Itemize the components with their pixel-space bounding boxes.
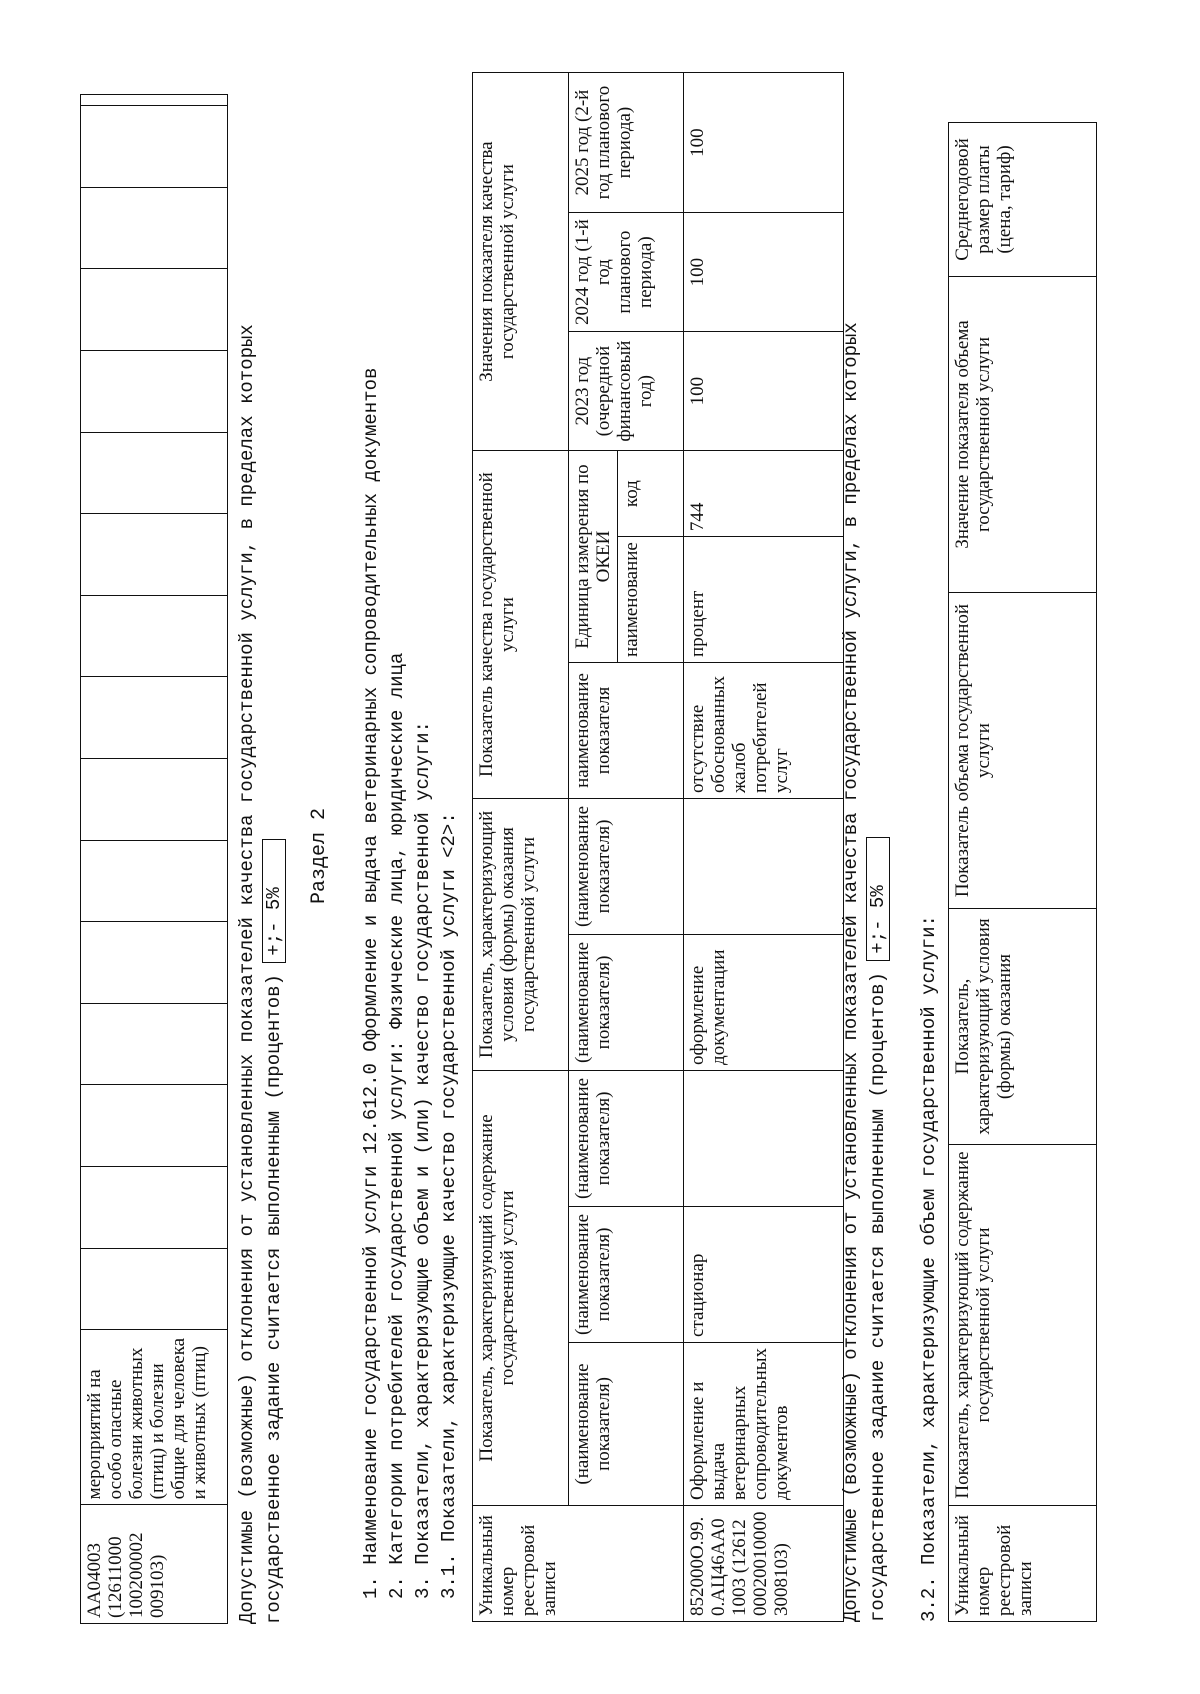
empty-cell — [81, 187, 228, 269]
row-code: 852000О.99.0.АЦ46АА01003 (12612000200100003008103) — [684, 1506, 844, 1622]
row-value-2025: 100 — [684, 73, 844, 213]
row-content-3 — [684, 1070, 844, 1206]
item-3: 3. Показатели, характеризующие объем и (или) качество государственной услуги: — [412, 721, 434, 1599]
row-cond-2 — [684, 798, 844, 934]
quality-table — [472, 72, 844, 1622]
empty-cell — [81, 1167, 228, 1249]
deviation-line-2 — [866, 837, 890, 1622]
deviation-text: государственное задание считается выполненным (процентов) — [263, 974, 286, 1624]
sub-content-3: (наименование показателя) — [569, 1070, 684, 1206]
top-code-line: АА04003 — [84, 1543, 105, 1618]
empty-cell — [81, 1248, 228, 1330]
top-code-line: 009103) — [147, 1554, 168, 1618]
empty-cell — [81, 351, 228, 433]
empty-cell — [81, 677, 228, 759]
table-row — [684, 73, 844, 1622]
row-okei: 744 — [684, 451, 844, 537]
sub-code: код — [618, 451, 684, 537]
deviation-line-2 — [262, 839, 286, 1624]
deviation-value-box: +;- 5% — [262, 839, 286, 963]
table-row — [473, 73, 569, 1622]
table-row — [569, 73, 618, 1622]
empty-cell — [81, 514, 228, 596]
empty-cell — [81, 922, 228, 1004]
table-row — [81, 95, 228, 1624]
row-content-1: Оформление и выдача ветеринарных сопроводительных документов — [684, 1342, 844, 1505]
header-2023: 2023 год (очередной финансовый год) — [569, 332, 684, 451]
vol-header-unique: Уникальный номер реестровой записи — [949, 1506, 1097, 1622]
header-quality: Показатель качества государственной услуги — [473, 451, 569, 799]
empty-cell — [81, 432, 228, 514]
sub-content-1: (наименование показателя) — [569, 1342, 684, 1505]
item-1: 1. Наименование государственной услуги 12.612.0 Оформление и выдача ветеринарных сопроводительных документов — [360, 367, 382, 1599]
volume-table — [948, 122, 1097, 1622]
table-row — [949, 123, 1097, 1622]
empty-cell — [81, 759, 228, 841]
empty-cell — [81, 595, 228, 677]
row-cond-1: оформление документации — [684, 934, 844, 1070]
sub-okei: Единица измерения по ОКЕИ — [569, 451, 618, 663]
vol-header-price: Среднегодовой размер платы (цена, тариф) — [949, 123, 1097, 277]
row-content-2: стационар — [684, 1206, 844, 1342]
vol-header-value: Значение показателя объема государственной услуги — [949, 277, 1097, 593]
section-title: Раздел 2 — [308, 807, 331, 904]
empty-cell — [81, 1003, 228, 1085]
item-3-2: 3.2. Показатели, характеризующие объем государственной услуги: — [918, 915, 940, 1622]
sub-conditions-1: (наименование показателя) — [569, 934, 684, 1070]
empty-cell — [81, 840, 228, 922]
top-code-line: 100200002 — [126, 1532, 147, 1618]
header-2024: 2024 год (1-й год планового периода) — [569, 213, 684, 332]
deviation-line: Допустимые (возможные) отклонения от установленных показателей качества государственной услуги, в пределах которых — [840, 322, 862, 1622]
header-conditions: Показатель, характеризующий условия (формы) оказания государственной услуги — [473, 798, 569, 1070]
sub-indicator-name: наименование показателя — [569, 662, 684, 798]
top-content-cell: мероприятий на особо опасные болезни животных (птиц) и болезни общие для человека и животных (птиц) — [81, 1330, 228, 1505]
empty-cell — [81, 95, 228, 106]
row-value-2024: 100 — [684, 213, 844, 332]
header-content: Показатель, характеризующий содержание государственной услуги — [473, 1070, 569, 1505]
vol-header-volume: Показатель объема государственной услуги — [949, 593, 1097, 909]
top-table — [80, 94, 228, 1624]
sub-unit-name: наименование — [618, 537, 684, 663]
row-value-2023: 100 — [684, 332, 844, 451]
row-unit: процент — [684, 537, 844, 663]
empty-cell — [81, 1085, 228, 1167]
header-2025: 2025 год (2-й год планового периода) — [569, 73, 684, 213]
empty-cell — [81, 106, 228, 188]
deviation-line: Допустимые (возможные) отклонения от установленных показателей качества государственной услуги, в пределах которых — [236, 324, 258, 1624]
empty-cell — [81, 269, 228, 351]
vol-header-content: Показатель, характеризующий содержание государственной услуги — [949, 1145, 1097, 1506]
header-unique-number: Уникальный номер реестровой записи — [473, 1506, 684, 1622]
sub-conditions-2: (наименование показателя) — [569, 798, 684, 934]
top-code-cell — [81, 1505, 228, 1624]
item-2: 2. Категории потребителей государственной услуги: Физические лица, юридические лица — [386, 652, 408, 1599]
deviation-text: государственное задание считается выполненным (процентов) — [867, 972, 890, 1622]
sub-content-2: (наименование показателя) — [569, 1206, 684, 1342]
vol-header-conditions: Показатель, характеризующий условия (формы) оказания — [949, 909, 1097, 1145]
deviation-value-box: +;- 5% — [866, 837, 890, 961]
header-values: Значения показателя качества государственной услуги — [473, 73, 569, 451]
row-indicator: отсутствие обоснованных жалоб потребителей услуг — [684, 662, 844, 798]
item-3-1: 3.1. Показатели, характеризующие качество государственной услуги <2>: — [438, 812, 460, 1599]
top-code-line: (12611000 — [105, 1536, 126, 1618]
